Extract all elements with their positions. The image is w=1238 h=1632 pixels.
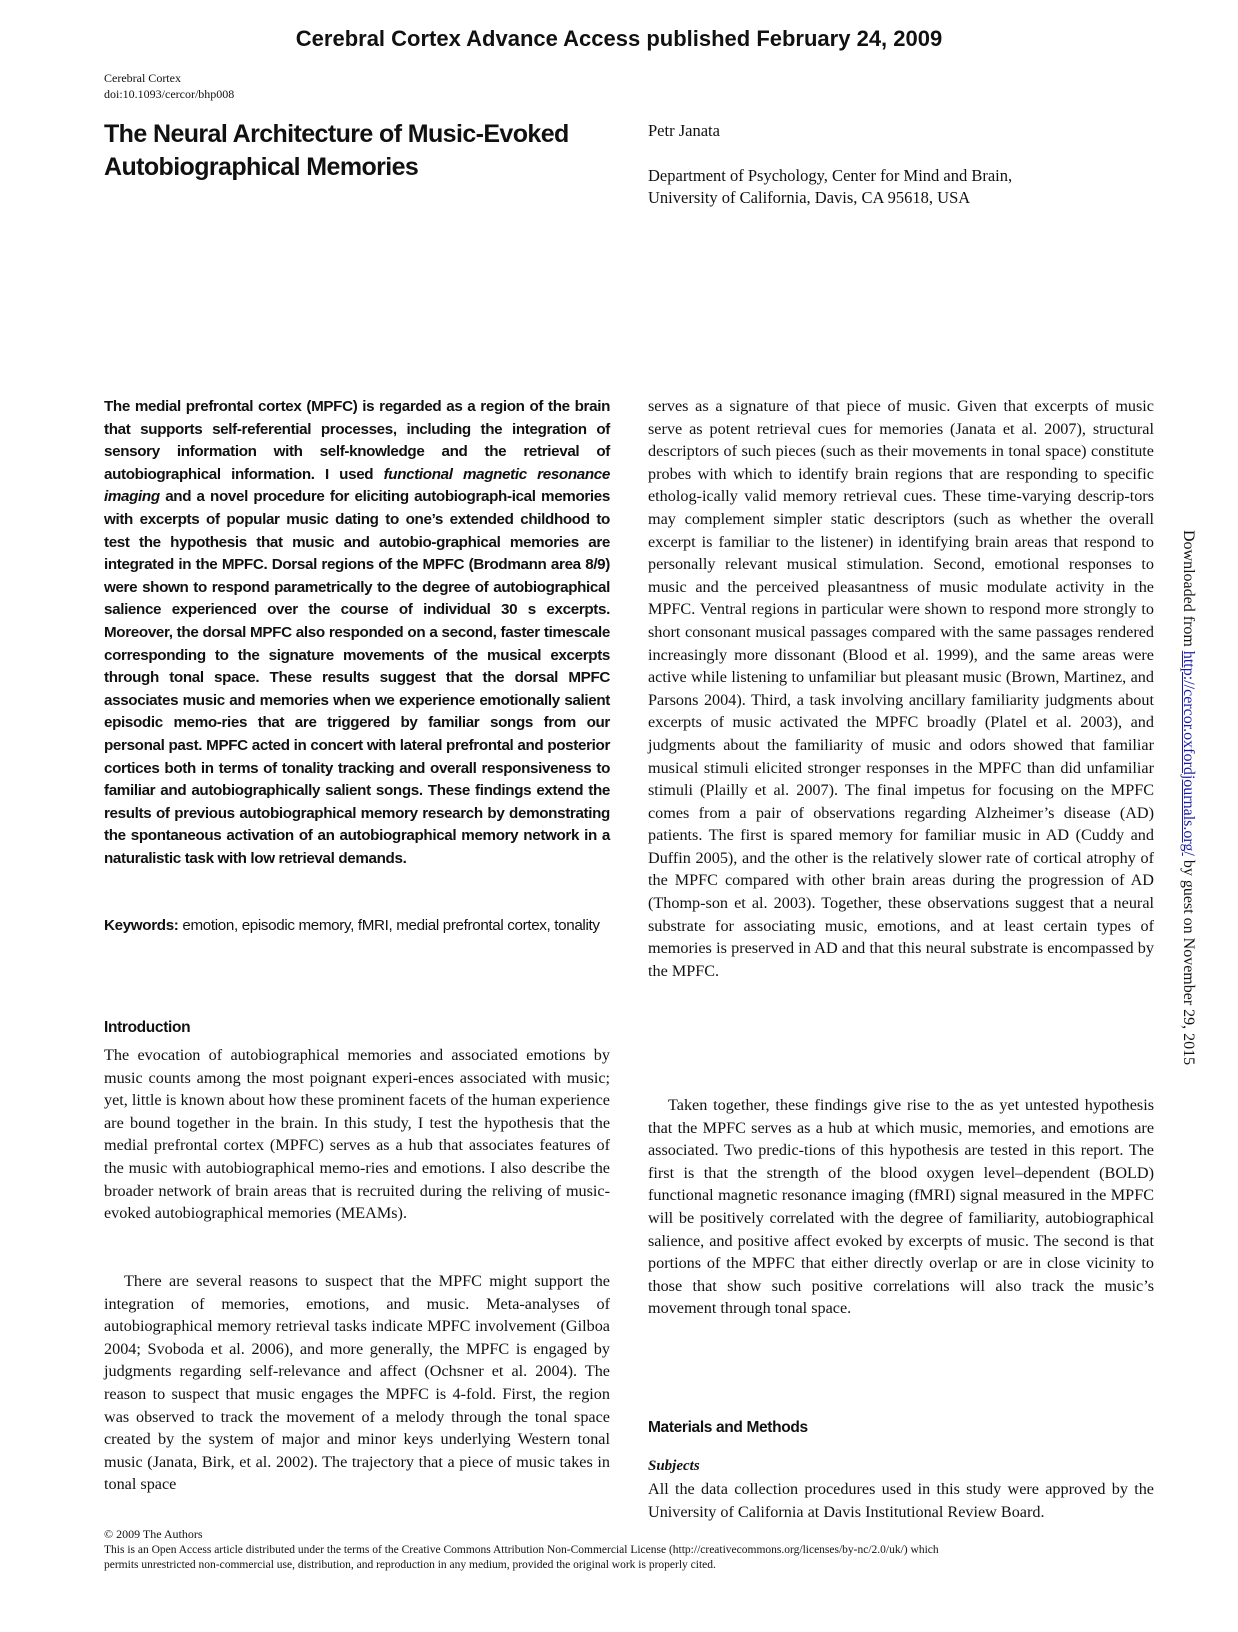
- keywords-label: Keywords:: [104, 917, 179, 934]
- keywords: [104, 915, 610, 938]
- journal-name: Cerebral Cortex: [104, 71, 181, 85]
- title-line-1: The Neural Architecture of Music-Evoked: [104, 120, 569, 148]
- methods-heading: Materials and Methods: [648, 1419, 808, 1436]
- introduction-paragraph-3: serves as a signature of that piece of music. Given that excerpts of music serve as potent retrieval cues for memories (Janata et al. 2007), structural descriptors of such pieces (such as their movements in tonal space) constitute probes with which to identify brain regions that are responding to specific etholog-ically valid memory retrieval cues. These time-varying descrip-tors may complement simpler static descriptors (such as whether the overall excerpt is familiar to the listener) in identifying brain areas that respond to personally relevant musical stimulation. Second, emotional responses to music and the perceived pleasantness of music modulate activity in the MPFC. Ventral regions in particular were shown to respond more strongly to short consonant musical passages compared with the same passages rendered increasingly more dissonant (Blood et al. 1999), and the same areas were active while listening to unfamiliar but pleasant music (Brown, Martinez, and Parsons 2004). Third, a task involving ancillary familiarity judgments about excerpts of music activated the MPFC broadly (Platel et al. 2003), and judgments about the familiarity of music and odors showed that familiar musical stimuli elicited stronger responses in the MPFC than did unfamiliar stimuli (Plailly et al. 2007). The final impetus for focusing on the MPFC comes from a pair of observations regarding Alzheimer’s disease (AD) patients. The first is spared memory for familiar music in AD (Cuddy and Duffin 2005), and the other is the relatively slower rate of cortical atrophy of the MPFC compared with other brain areas during the progression of AD (Thomp-son et al. 2003). Together, these observations suggest that a neural substrate for associating music, emotions, and at least certain types of memories is preserved in AD and that this neural substrate is encompassed by the MPFC.: [648, 397, 1154, 980]
- introduction-paragraph-4: Taken together, these findings give rise to the as yet untested hypothesis that the MPFC serves as a hub at which music, memories, and emotions are associated. Two predic-tions of this hypothesis are tested in this report. The first is that the strength of the blood oxygen level–dependent (BOLD) functional magnetic resonance imaging (fMRI) signal measured in the MPFC will be positively correlated with the degree of familiarity, autobiographical salience, and positive affect evoked by excerpts of music. The second is that portions of the MPFC that either directly overlap or are in close vicinity to those that show such positive correlations will also track the music’s movement through tonal space.: [648, 1096, 1154, 1318]
- article-title: [104, 118, 624, 184]
- journal-info: [104, 70, 234, 102]
- subjects-subheading: Subjects: [648, 1458, 700, 1474]
- title-line-2: Autobiographical Memories: [104, 153, 419, 181]
- download-prefix: Downloaded from: [1180, 530, 1197, 651]
- abstract: [104, 396, 610, 870]
- doi: doi:10.1093/cercor/bhp008: [104, 87, 235, 101]
- abstract-emphasis: functional magnetic resonance imaging: [104, 465, 610, 506]
- license-notice: [104, 1543, 1154, 1573]
- introduction-paragraph-1: The evocation of autobiographical memories and associated emotions by music counts among the most poignant experi-ences associated with music; yet, little is known about how these prominent facets of the human experience are bound together in the brain. In this study, I test the hypothesis that the medial prefrontal cortex (MPFC) serves as a hub that associates features of the music with autobiographical memo-ries and emotions. I also describe the broader network of brain areas that is recruited during the reliving of music-evoked autobiographical memories (MEAMs).: [104, 1046, 610, 1223]
- copyright-notice: © 2009 The Authors: [104, 1527, 203, 1541]
- abstract-part-2: and a novel procedure for eliciting autobiograph-ical memories with excerpts of popular music dating to one’s extended childhood to test the hypothesis that music and autobio-graphical memories are integrated in the MPFC. Dorsal regions of the MPFC (Brodmann area 8/9) were shown to respond parametrically to the degree of autobiographical salience experienced over the course of individual 30 s excerpts. Moreover, the dorsal MPFC also responded on a second, faster timescale corresponding to the signature movements of the musical excerpts through tonal space. These results suggest that the dorsal MPFC associates music and memories when we experience emotionally salient episodic memo-ries that are triggered by familiar songs from our personal past. MPFC acted in concert with lateral prefrontal and posterior cortices both in terms of tonality tracking and overall responsiveness to familiar and autobiographically salient songs. These findings extend the results of previous autobiographical memory research by demonstrating the spontaneous activation of an autobiographical memory network in a naturalistic task with low retrieval demands.: [104, 488, 610, 867]
- download-suffix: by guest on November 29, 2015: [1180, 855, 1197, 1066]
- affiliation-line-2: University of California, Davis, CA 95618, USA: [648, 188, 971, 207]
- license-line-2: permits unrestricted non-commercial use, distribution, and reproduction in any medium, provided the original work is properly cited.: [104, 1559, 716, 1571]
- abstract-part-1: The medial prefrontal cortex (MPFC) is regarded as a region of the brain that supports self-referential processes, including the integration of sensory information with self-knowledge and the retrieval of autobiographical information. I used: [104, 398, 610, 483]
- author-affiliation: [648, 165, 1012, 209]
- introduction-heading: Introduction: [104, 1019, 191, 1036]
- advance-access-banner: Cerebral Cortex Advance Access published February 24, 2009: [295, 26, 943, 51]
- affiliation-line-1: Department of Psychology, Center for Mind and Brain,: [648, 166, 1013, 185]
- keywords-text: emotion, episodic memory, fMRI, medial prefrontal cortex, tonality: [178, 917, 600, 934]
- license-line-1: This is an Open Access article distributed under the terms of the Creative Commons Attribution Non-Commercial License (http://creativecommons.org/licenses/by-nc/2.0/uk/) which: [104, 1544, 939, 1556]
- subjects-paragraph: All the data collection procedures used in this study were approved by the University of California at Davis Institutional Review Board.: [648, 1480, 1154, 1521]
- introduction-paragraph-2: There are several reasons to suspect that the MPFC might support the integration of memories, emotions, and music. Meta-analyses of autobiographical memory retrieval tasks indicate MPFC involvement (Gilboa 2004; Svoboda et al. 2006), and more generally, the MPFC is engaged by judgments regarding self-relevance and affect (Ochsner et al. 2004). The reason to suspect that music engages the MPFC is 4-fold. First, the region was observed to track the movement of a melody through the tonal space created by the system of major and minor keys underlying Western tonal music (Janata, Birk, et al. 2002). The trajectory that a piece of music takes in tonal space: [104, 1272, 610, 1494]
- journal-link[interactable]: http://cercor.oxfordjournals.org/: [1180, 650, 1197, 856]
- author-name: Petr Janata: [648, 121, 720, 140]
- download-sidebar: [1179, 530, 1197, 1065]
